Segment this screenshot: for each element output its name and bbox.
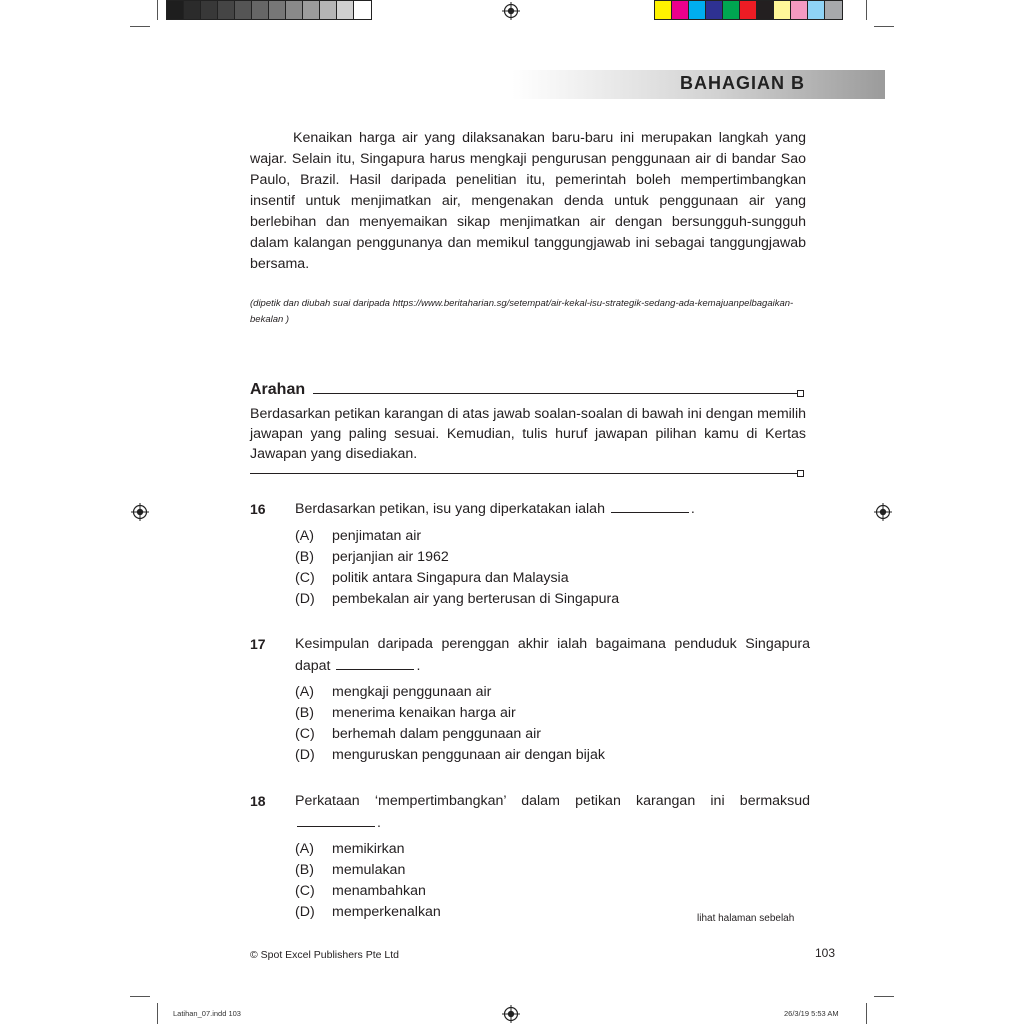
question-stem-text: Perkataan ‘mempertimbangkan’ dalam petikan karangan ini bermaksud: [295, 793, 810, 809]
crosshair-target-icon: [131, 503, 149, 521]
color-swatch: [808, 1, 825, 19]
question-stem-text: Kesimpulan daripada perenggan akhir ialah bagaimana penduduk Singapura dapat: [295, 636, 810, 674]
color-calibration-bar: [654, 0, 843, 20]
option-text: menguruskan penggunaan air dengan bijak: [332, 747, 605, 763]
passage-source: (dipetik dan diubah suai daripada https://www.beritaharian.sg/setempat/air-kekal-isu-strategik-sedang-ada-kemajuanpelbagaikan-bekalan ): [250, 298, 794, 325]
option-letter: (D): [295, 904, 315, 920]
option-letter: (B): [295, 862, 314, 878]
option-b: [295, 703, 516, 724]
slug-date: 26/3/19 5:53 AM: [784, 1009, 839, 1018]
color-swatch: [740, 1, 757, 19]
option-c: [295, 881, 426, 902]
instructions-text: Berdasarkan petikan karangan di atas jawab soalan-soalan di bawah ini dengan memilih jawapan yang paling sesuai. Kemudian, tulis huruf jawapan pilihan kamu di Kertas Jawapan yang disediakan.: [250, 406, 806, 462]
color-swatch: [791, 1, 808, 19]
option-letter: (D): [295, 747, 315, 763]
option-text: memulakan: [332, 862, 406, 878]
color-swatch: [218, 1, 235, 19]
color-swatch: [201, 1, 218, 19]
option-b: [295, 547, 449, 568]
option-text: perjanjian air 1962: [332, 549, 449, 565]
option-text: memperkenalkan: [332, 904, 441, 920]
option-a: [295, 839, 405, 860]
option-letter: (C): [295, 726, 315, 742]
divider: [250, 473, 797, 474]
divider: [313, 393, 797, 394]
divider-end-marker: [797, 390, 804, 397]
option-letter: (A): [295, 684, 314, 700]
color-swatch: [286, 1, 303, 19]
option-text: penjimatan air: [332, 528, 422, 544]
reading-passage: [250, 128, 806, 275]
option-d: [295, 745, 605, 766]
color-swatch: [723, 1, 740, 19]
option-a: [295, 682, 491, 703]
option-text: menerima kenaikan harga air: [332, 705, 516, 721]
crosshair-target-icon: [502, 1005, 520, 1023]
option-text: menambahkan: [332, 883, 426, 899]
page-number: 103: [815, 946, 836, 960]
option-letter: (B): [295, 549, 314, 565]
color-swatch: [184, 1, 201, 19]
crosshair-target-icon: [874, 503, 892, 521]
answer-blank: [297, 814, 375, 827]
color-swatch: [354, 1, 371, 19]
question-stem: Berdasarkan petikan, isu yang diperkatakan ialah .: [295, 501, 695, 517]
color-swatch: [706, 1, 723, 19]
question-stem-text: Berdasarkan petikan, isu yang diperkatakan ialah: [295, 501, 605, 517]
option-letter: (A): [295, 841, 314, 857]
color-swatch: [655, 1, 672, 19]
option-text: berhemah dalam penggunaan air: [332, 726, 542, 742]
color-swatch: [689, 1, 706, 19]
answer-blank: [611, 500, 689, 513]
next-page-note: lihat halaman sebelah: [697, 913, 795, 924]
color-swatch: [235, 1, 252, 19]
option-c: [295, 724, 541, 745]
option-letter: (D): [295, 591, 315, 607]
color-swatch: [672, 1, 689, 19]
question-number: 16: [250, 501, 266, 517]
copyright: © Spot Excel Publishers Pte Ltd: [250, 949, 399, 961]
color-swatch: [303, 1, 320, 19]
instructions-title: Arahan: [250, 381, 306, 398]
color-swatch: [774, 1, 791, 19]
color-swatch: [269, 1, 286, 19]
question-stem: Kesimpulan daripada perenggan akhir ialah bagaimana penduduk Singapura dapat .: [295, 636, 810, 674]
section-header-bar: [512, 70, 885, 99]
divider-end-marker: [797, 470, 804, 477]
slug-filename: Latihan_07.indd 103: [173, 1009, 241, 1018]
color-swatch: [320, 1, 337, 19]
passage-text: Kenaikan harga air yang dilaksanakan baru-baru ini merupakan langkah yang wajar. Selain itu, Singapura harus mengkaji pengurusan penggunaan air di bandar Sao Paulo, Brazil. Hasil daripada penelitian itu, pemerintah boleh mempertimbangkan insentif untuk menjimatkan air, mengenakan denda untuk penggunaan air yang berlebihan dan menyemaikan sikap menjimatkan air dengan bersungguh-sungguh dalam kalangan penggunanya dan memikul tanggungjawab ini sebagai tanggungjawab bersama.: [250, 130, 806, 272]
section-title: BAHAGIAN B: [680, 73, 805, 93]
option-letter: (B): [295, 705, 314, 721]
option-letter: (C): [295, 570, 315, 586]
option-c: [295, 568, 569, 589]
option-text: pembekalan air yang berterusan di Singapura: [332, 591, 620, 607]
option-b: [295, 860, 405, 881]
option-text: mengkaji penggunaan air: [332, 684, 492, 700]
option-d: [295, 902, 441, 923]
option-d: [295, 589, 619, 610]
option-a: [295, 526, 421, 547]
question-stem: Perkataan ‘mempertimbangkan’ dalam petikan karangan ini bermaksud .: [295, 793, 810, 831]
color-swatch: [252, 1, 269, 19]
crosshair-target-icon: [502, 2, 520, 20]
option-text: memikirkan: [332, 841, 405, 857]
color-swatch: [167, 1, 184, 19]
color-swatch: [337, 1, 354, 19]
grayscale-calibration-bar: [166, 0, 372, 20]
question-number: 17: [250, 636, 266, 652]
color-swatch: [825, 1, 842, 19]
answer-blank: [336, 657, 414, 670]
option-letter: (C): [295, 883, 315, 899]
question-number: 18: [250, 793, 266, 809]
option-text: politik antara Singapura dan Malaysia: [332, 570, 569, 586]
color-swatch: [757, 1, 774, 19]
option-letter: (A): [295, 528, 314, 544]
